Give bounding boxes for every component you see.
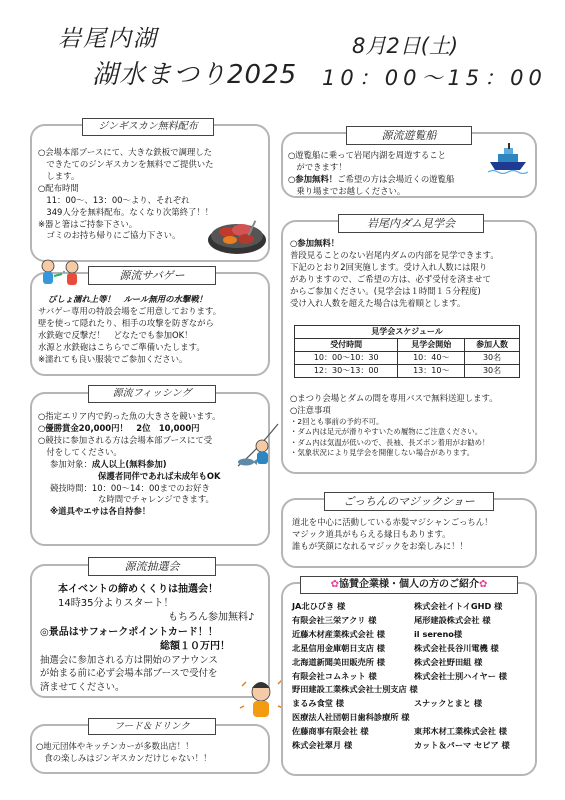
dam-bus: ○まつり会場とダムの間を専用バスで無料送迎します。: [290, 393, 498, 403]
magic-line: 誰もが笑顔になれるマジックをお楽しみに！！: [292, 540, 468, 551]
dam-note: ・気象状況により見学会を開催しない場合があります。: [290, 448, 475, 458]
schedule-cell: 13：10〜: [398, 365, 465, 378]
schedule-row: [295, 365, 520, 378]
survival-line: ※濡れても良い服装でご参加ください。: [38, 353, 188, 364]
survival-line: サバゲー専用の特設会場をご用意しております。: [38, 305, 222, 316]
survival-line: 水源と水鉄砲はこちらでご準備いたします。: [38, 341, 205, 352]
fishing-eligibility-1: 成人以上(無料参加): [91, 458, 167, 469]
jingisukan-line: 11：00〜、13：00〜より、それぞれ: [38, 194, 190, 205]
event-date: 8月2日(土): [352, 34, 459, 58]
schedule-cell: 30名: [465, 365, 520, 378]
sponsor-item: まるみ食堂 様: [292, 698, 344, 709]
jingisukan-line: できたてのジンギスカンを無料でご提供いた: [38, 158, 214, 169]
sponsor-item: 株式会社長谷川電機 様: [414, 642, 499, 653]
food-line: 食の楽しみはジンギスカンだけじゃない！！: [36, 752, 212, 763]
flower-icon: ✿: [330, 579, 339, 590]
lottery-line: 済ませてください。: [40, 681, 125, 693]
sponsor-item: 株式会社イトイGHD 様: [414, 601, 503, 611]
sponsor-item: 株式会社士別ハイヤー 様: [414, 670, 507, 681]
fishing-line: 付をしてください。: [38, 446, 122, 457]
fishing-title: 源流フィッシング: [88, 385, 216, 403]
fishing-time-2: な時間でチャレンジできます。: [98, 494, 214, 505]
lottery-line: が始まる前に必ず会場本部ブースで受付を: [40, 668, 218, 680]
sponsor-item: 佐藤商事有限会社 様: [292, 726, 369, 737]
fishing-prize: ○優勝賞金20,000円！ 2位 10,000円: [38, 422, 200, 433]
sponsor-item: 医療法人社団朝日歯科診療所 様: [292, 712, 410, 723]
fishing-kid-icon: [232, 420, 282, 470]
dam-line: 下記のとおり2回実施します。受け入れ人数には限り: [290, 261, 488, 272]
dam-schedule-table: [294, 325, 520, 378]
event-time: 10：00〜15：00: [322, 66, 547, 90]
food-line: ○地元団体やキッチンカーが多数出店！！: [36, 741, 194, 751]
sponsor-item: 近藤木材産業株式会社 様: [292, 628, 385, 639]
sponsor-item: 北海道新聞美田販売所 様: [292, 656, 385, 667]
dam-title: 岩尾内ダム見学会: [338, 214, 484, 233]
magic-line: マジック道具がもらえる縁日もあります。: [292, 528, 451, 539]
dam-lead: ○参加無料！: [290, 238, 340, 248]
cruise-ship-icon: [488, 142, 528, 174]
survival-line: 壁を使って隠れたり、相手の攻撃を防ぎながら: [38, 317, 214, 328]
sponsors-title: 協賛企業様・個人の方のご紹介: [339, 579, 479, 590]
sponsor-item: スナックとまと 様: [414, 698, 483, 709]
flower-icon: ✿: [479, 579, 488, 590]
dam-line: 普段見ることのない岩尾内ダムの内部を見学できます。: [290, 249, 499, 260]
lottery-start: 14時35分よりスタート！: [58, 598, 174, 610]
food-title: フード＆ドリンク: [88, 718, 216, 735]
survival-title: 源流サバゲー: [88, 266, 216, 285]
cruise-line: ○遊覧船に乗って岩尾内湖を周遊すること: [288, 150, 447, 160]
dam-line: からご参加ください。(見学会は１時間１５分程度): [290, 285, 481, 296]
sponsor-item: 有限会社三栄アクリ 様: [292, 614, 377, 625]
jingisukan-title: ジンギスカン無料配布: [82, 118, 214, 136]
sponsor-item: 北星信用金庫朝日支店 様: [292, 642, 385, 653]
sponsor-item: 東邦木材工業株式会社 様: [414, 726, 507, 737]
sponsor-item: il sereno様: [414, 628, 463, 639]
sponsor-item: 有限会社コムネット 様: [292, 670, 377, 681]
jingisukan-line: します。: [38, 170, 80, 181]
dam-note: ・ダム内は気温が低いので、長袖、長ズボン着用がお勧め！: [290, 437, 490, 447]
jingisukan-line: ゴミのお持ち帰りにご協力下さい。: [38, 230, 181, 241]
lottery-prize-1: ◎景品はサフォークポイントカード！！: [40, 626, 218, 638]
lottery-title: 源流抽選会: [88, 557, 216, 576]
cruise-free: ○参加無料！: [288, 173, 338, 184]
fishing-eligibility-2: 保護者同伴であれば未成年もOK: [98, 470, 221, 481]
jingisukan-body: [38, 147, 214, 242]
cruise-line: 乗り場までお越しください。: [288, 185, 406, 196]
dam-body: [290, 238, 499, 310]
dam-notes-title: ○注意事項: [290, 404, 331, 415]
sponsor-item: 野田建設工業株式会社士別支店 様: [292, 684, 418, 695]
jingisukan-line: ○配布時間: [38, 182, 79, 193]
lottery-free: もちろん参加無料♪: [168, 612, 255, 624]
schedule-header: 参加人数: [465, 339, 520, 352]
fishing-line: ○指定エリア内で釣った魚の大きさを競います。: [38, 411, 221, 421]
fishing-time-label: 競技時間：: [50, 482, 92, 493]
jingisukan-line: 349人分を無料配布。なくなり次第終了！！: [38, 206, 214, 217]
title-line-1: 岩尾内湖: [58, 26, 158, 52]
cruise-line: ご希望の方は会場近くの遊覧船: [337, 173, 455, 184]
fishing-line: ○競技に参加される方は会場本部ブースにて受: [38, 434, 213, 445]
schedule-header: 受付時間: [295, 339, 398, 352]
survival-body: [38, 294, 221, 366]
jingisukan-line: ○会場本部ブースにて、大きな鉄板で調理した: [38, 147, 212, 157]
schedule-title: 見学会スケジュール: [295, 326, 520, 339]
sponsor-item: 尾形建設株式会社 様: [414, 614, 491, 625]
title-line-2: 湖水まつり2025: [92, 60, 298, 90]
prize-mascot-icon: [238, 676, 284, 722]
dam-notes: [290, 393, 498, 459]
dam-note: ・2回とも事前の予約不可。: [290, 416, 384, 426]
schedule-cell: 10：00〜10：30: [295, 352, 398, 365]
magic-title: ごっちんのマジックショー: [324, 492, 494, 511]
sponsor-list: [292, 601, 538, 751]
schedule-cell: 12：30〜13：00: [295, 365, 398, 378]
lottery-body: [40, 583, 254, 694]
fishing-eligibility-label: 参加対象：: [50, 458, 92, 469]
cruise-body: [288, 150, 454, 198]
dam-line: がありますので、ご希望の方は、必ず受付を済ませて: [290, 273, 491, 284]
sponsors-header: [300, 576, 518, 594]
magic-body: [292, 517, 492, 553]
survival-line: 水鉄砲で反撃だ！ どなたでも参加OK！: [38, 329, 193, 340]
magic-line: 道北を中心に活動している赤髪マジシャンごっちん！: [292, 517, 493, 527]
grilled-meat-icon: [206, 210, 268, 256]
schedule-cell: 10：40〜: [398, 352, 465, 365]
schedule-header: 見学会開始: [398, 339, 465, 352]
lottery-headline: 本イベントの締めくくりは抽選会！: [58, 584, 218, 595]
sponsor-item: JA北ひびき 様: [292, 601, 346, 611]
dam-note: ・ダム内は足元が滑りやすいため履物にご注意ください。: [290, 427, 483, 437]
fishing-time-1: 10：00〜14：00までのお好き: [91, 482, 210, 493]
lottery-line: 抽選会に参加される方は開始のアナウンス: [40, 654, 218, 666]
dam-line: 受け入れ人数を超えた場合は先着順とします。: [290, 297, 466, 308]
lottery-prize-2: 総額１０万円！: [160, 640, 230, 652]
cruise-line: ができます！: [288, 161, 347, 172]
sponsor-item: 株式会社翠月 様: [292, 740, 353, 751]
sponsor-item: カット＆パーマ セピア 様: [414, 740, 510, 751]
fishing-note: ※道具やエサは各自持参！: [50, 506, 151, 517]
survival-lead: びしょ濡れ上等！ ルール無用の水撃戦！: [48, 294, 207, 304]
kids-water-gun-icon: [36, 258, 86, 292]
food-body: [36, 741, 212, 765]
cruise-title: 源流遊覧船: [346, 126, 472, 145]
jingisukan-line: ※器と箸はご持参下さい。: [38, 218, 138, 229]
schedule-cell: 30名: [465, 352, 520, 365]
sponsor-item: 株式会社野田組 様: [414, 656, 483, 667]
schedule-row: [295, 352, 520, 365]
fishing-body: [38, 411, 221, 518]
